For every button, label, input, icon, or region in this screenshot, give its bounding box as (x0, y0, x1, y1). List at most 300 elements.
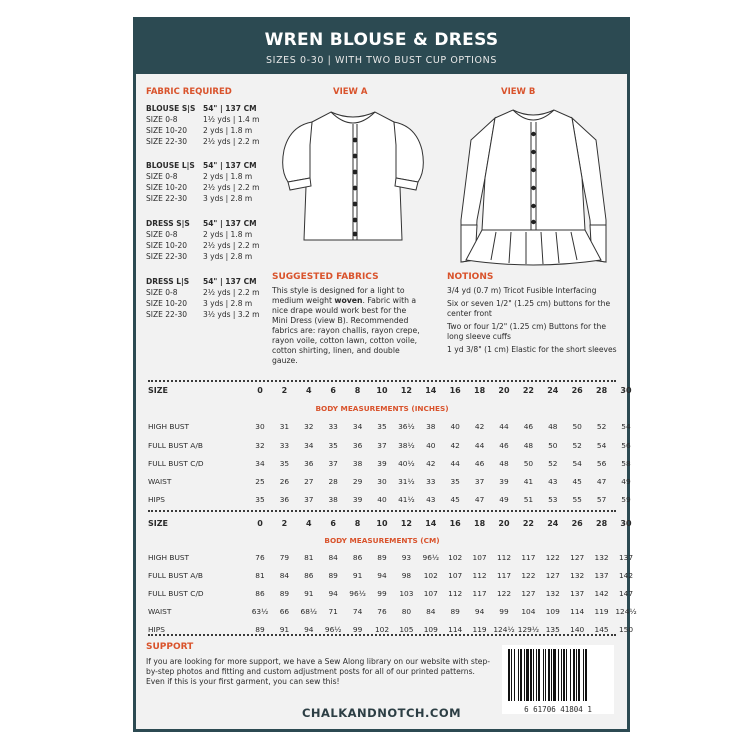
barcode-bar (551, 649, 552, 701)
measurement-cell: 40½ (398, 459, 415, 468)
fabric-group-name: BLOUSE L|S (146, 161, 195, 170)
measurement-table-title: BODY MEASUREMENTS (INCHES) (315, 404, 449, 413)
barcode-bar (536, 649, 537, 701)
suggested-text-part: This style is designed for a light to medium weight (272, 286, 405, 305)
size-header-cell: 8 (354, 386, 361, 395)
measurement-cell: 137 (594, 571, 609, 580)
measurement-cell: 109 (423, 625, 438, 634)
measurement-cell: 89 (255, 625, 265, 634)
measurement-cell: 114 (448, 625, 463, 634)
measurement-cell: 91 (352, 571, 363, 580)
measurement-cell: 76 (255, 553, 265, 562)
size-header-cell: 6 (330, 386, 336, 395)
measurement-cell: 36 (352, 441, 363, 450)
measurement-cell: 94 (328, 589, 338, 598)
measurement-row (148, 589, 634, 603)
measurement-cell: 52 (572, 441, 582, 450)
header-banner (136, 20, 627, 74)
measurement-cell: 74 (352, 607, 363, 616)
fabric-row (146, 193, 259, 204)
fabric-row (146, 251, 259, 262)
notion-item: 1 yd 3/8" (1 cm) Elastic for the short sleeves (447, 345, 617, 354)
measurement-cell: 48 (548, 422, 558, 431)
size-header-cell: 26 (571, 519, 583, 528)
notions-list (447, 286, 619, 358)
measurement-cell: 66 (279, 607, 290, 616)
measurement-cell: 56 (596, 459, 607, 468)
measurements-inches-table (148, 386, 632, 506)
measurement-cell: 84 (426, 607, 436, 616)
measurement-cell: 142 (594, 589, 609, 598)
barcode-bar (566, 649, 567, 701)
fabric-size-range: SIZE 22-30 (146, 252, 188, 261)
measurement-cell: 33 (328, 422, 338, 431)
barcode-bar (558, 649, 559, 701)
measurement-cell: 53 (548, 495, 558, 504)
measurement-cell: 42 (450, 441, 460, 450)
fabric-group (146, 103, 259, 147)
barcode-bar (518, 649, 519, 701)
barcode-bar (514, 649, 515, 701)
fabric-row (146, 240, 259, 251)
measurement-cell: 71 (328, 607, 338, 616)
fabric-size-range: SIZE 10-20 (146, 299, 188, 308)
measurement-cell: 124½ (615, 607, 637, 616)
measurement-cell: 46 (499, 441, 509, 450)
measurement-cell: 58 (621, 459, 631, 468)
measurement-cell: 36½ (398, 422, 415, 431)
measurement-cell: 102 (374, 625, 390, 634)
measurement-cell: 107 (448, 571, 463, 580)
size-header-cell: 16 (449, 519, 461, 528)
measurement-cell: 38½ (398, 441, 415, 450)
measurement-cell: 48 (523, 441, 534, 450)
pattern-subtitle: SIZES 0-30 | WITH TWO BUST CUP OPTIONS (266, 55, 497, 66)
measurement-label: HIPS (148, 625, 165, 634)
measurement-cell: 55 (572, 495, 582, 504)
size-header-cell: 6 (330, 519, 336, 528)
measurement-label: FULL BUST C/D (148, 459, 204, 468)
fabric-yardage: 3 yds | 2.8 m (203, 194, 253, 203)
measurement-cell: 112 (496, 553, 512, 562)
measurement-row (148, 607, 637, 621)
measurement-cell: 38 (352, 459, 363, 468)
measurement-label: FULL BUST A/B (148, 441, 203, 450)
measurement-cell: 96½ (422, 553, 440, 562)
fabric-yardage: 2 yds | 1.8 m (203, 230, 253, 239)
measurement-cell: 44 (450, 459, 460, 468)
view-a-blouse-illustration (276, 100, 431, 250)
measurement-cell: 35 (328, 441, 338, 450)
measurement-cell: 42 (474, 422, 485, 431)
measurement-cell: 81 (255, 571, 265, 580)
measurement-cell: 46 (523, 422, 534, 431)
measurement-cell: 107 (423, 589, 438, 598)
measurement-label: FULL BUST A/B (148, 571, 203, 580)
fabric-group-name: DRESS L|S (146, 277, 190, 286)
measurement-cell: 27 (304, 477, 314, 486)
measurement-cell: 81 (304, 553, 314, 562)
support-heading: SUPPORT (146, 642, 194, 652)
size-header-cell: 22 (522, 519, 534, 528)
measurement-cell: 37 (474, 477, 485, 486)
size-header-cell: 8 (354, 519, 361, 528)
measurement-cell: 68½ (300, 607, 318, 616)
measurement-cell: 38 (426, 422, 436, 431)
size-header-row (148, 386, 632, 400)
size-header-cell: 0 (257, 386, 263, 395)
fabric-row (146, 136, 259, 147)
barcode-bar (585, 649, 587, 701)
barcode-bar (511, 649, 512, 701)
size-label: SIZE (148, 386, 169, 395)
size-header-cell: 2 (281, 386, 288, 395)
measurement-cell: 122 (521, 571, 536, 580)
fabric-yardage: 1½ yds | 1.4 m (203, 115, 260, 124)
barcode-bar (526, 649, 529, 701)
measurement-cell: 39 (499, 477, 509, 486)
measurement-cell: 132 (545, 589, 560, 598)
fabric-yardage: 3 yds | 2.8 m (203, 299, 253, 308)
measurement-cell: 39 (352, 495, 363, 504)
fabric-yardage: 2½ yds | 2.2 m (203, 288, 260, 297)
barcode-bar (538, 649, 540, 701)
fabric-yardage: 3½ yds | 3.2 m (203, 310, 260, 319)
measurement-table-title: BODY MEASUREMENTS (CM) (324, 536, 440, 545)
size-header-cell: 18 (474, 386, 486, 395)
measurement-cell: 129½ (517, 625, 540, 634)
fabric-row (146, 125, 259, 136)
website-url[interactable]: CHALKANDNOTCH.COM (301, 706, 462, 720)
measurement-cell: 36 (304, 459, 314, 468)
notion-item: 3/4 yd (0.7 m) Tricot Fusible Interfacing (447, 286, 597, 295)
measurement-cell: 32 (304, 422, 314, 431)
measurement-cell: 86 (255, 589, 265, 598)
barcode-bars (502, 645, 614, 703)
measurement-cell: 41 (523, 477, 534, 486)
measurement-cell: 50 (523, 459, 534, 468)
measurement-cell: 40 (450, 422, 460, 431)
measurement-row (148, 422, 631, 436)
measurement-cell: 35 (279, 459, 290, 468)
barcode-bar (533, 649, 534, 701)
suggested-text-part: . Fabric with a nice drape would work best for the Mini Dress (view B). Recommended fabrics are: rayon challis, rayon crepe, rayon voile, cotton lawn, cotton voile, cotton shirting, linen, and double gauze. (272, 296, 420, 365)
measurement-cell: 89 (328, 571, 338, 580)
measurement-cell: 35 (255, 495, 265, 504)
measurement-cell: 46 (474, 459, 485, 468)
fabric-yardage: 2½ yds | 2.2 m (203, 183, 260, 192)
suggested-fabrics-heading: SUGGESTED FABRICS (272, 272, 379, 282)
measurement-cell: 54 (572, 459, 582, 468)
fabric-yardage: 2 yds | 1.8 m (203, 126, 253, 135)
measurement-cell: 45 (450, 495, 460, 504)
fabric-row (146, 171, 259, 182)
measurement-cell: 44 (499, 422, 509, 431)
measurement-row (148, 571, 634, 585)
fabric-row (146, 182, 259, 193)
measurement-cell: 30 (377, 477, 387, 486)
barcode-bar (543, 649, 544, 701)
measurement-cell: 59 (621, 495, 631, 504)
measurement-cell: 50 (548, 441, 558, 450)
measurement-cell: 40 (426, 441, 436, 450)
fabric-group (146, 160, 259, 204)
measurement-cell: 25 (255, 477, 265, 486)
measurement-cell: 127 (570, 553, 585, 562)
measurement-cell: 127 (545, 571, 560, 580)
measurement-row (148, 441, 631, 455)
measurement-cell: 36 (279, 495, 290, 504)
measurement-cell: 84 (279, 571, 290, 580)
support-text: If you are looking for more support, we have a Sew Along library on our website with step-by-step photos and fitting and custom adjustment posts for all of our printed patterns. Even if this is your first garment, you can sew this! (146, 657, 491, 686)
barcode (502, 645, 614, 714)
fabric-size-range: SIZE 22-30 (146, 310, 188, 319)
fabric-yardage: 2½ yds | 2.2 m (203, 241, 260, 250)
measurement-cell: 54 (596, 441, 607, 450)
measurement-row (148, 459, 631, 473)
measurement-cell: 91 (279, 625, 290, 634)
size-header-cell: 22 (522, 386, 534, 395)
suggested-text-bold: woven (334, 296, 363, 305)
size-header-cell: 16 (449, 386, 461, 395)
measurement-row (148, 477, 631, 491)
measurement-cell: 63½ (251, 607, 269, 616)
barcode-digits: 6 61706 41804 1 (524, 705, 592, 714)
measurement-cell: 102 (448, 553, 463, 562)
measurement-cell: 109 (545, 607, 560, 616)
measurement-cell: 45 (572, 477, 582, 486)
measurement-cell: 99 (352, 625, 363, 634)
measurement-cell: 80 (401, 607, 412, 616)
measurement-cell: 84 (328, 553, 338, 562)
measurement-cell: 49 (621, 477, 631, 486)
fabric-size-range: SIZE 0-8 (146, 172, 178, 181)
measurement-cell: 105 (399, 625, 414, 634)
measurement-cell: 89 (279, 589, 290, 598)
measurement-cell: 122 (545, 553, 560, 562)
dotted-divider (148, 380, 616, 382)
size-header-cell: 2 (281, 519, 288, 528)
measurement-cell: 137 (570, 589, 585, 598)
size-header-cell: 0 (257, 519, 263, 528)
barcode-bar (576, 649, 577, 701)
fabric-group-header (146, 276, 259, 287)
measurement-cell: 43 (426, 495, 436, 504)
measurement-cell: 28 (328, 477, 338, 486)
fabric-yardage: 2 yds | 1.8 m (203, 172, 253, 181)
measurement-row (148, 495, 631, 509)
measurement-cell: 89 (450, 607, 460, 616)
measurement-cell: 52 (548, 459, 558, 468)
fabric-size-range: SIZE 0-8 (146, 230, 178, 239)
measurement-cell: 89 (377, 553, 387, 562)
measurement-cell: 117 (521, 553, 536, 562)
dotted-divider (148, 510, 616, 512)
fabric-size-range: SIZE 0-8 (146, 288, 178, 297)
measurement-cell: 44 (474, 441, 485, 450)
size-header-cell: 4 (306, 519, 312, 528)
measurement-cell: 102 (423, 571, 438, 580)
measurement-cell: 124½ (493, 625, 515, 634)
size-header-cell: 24 (547, 519, 559, 528)
measurement-cell: 107 (472, 553, 487, 562)
measurement-cell: 42 (426, 459, 436, 468)
fabric-width: 54" | 137 CM (203, 104, 257, 113)
measurement-cell: 93 (401, 553, 412, 562)
fabric-row (146, 114, 259, 125)
measurement-cell: 119 (472, 625, 487, 634)
notion-item: Six or seven 1/2" (1.25 cm) buttons for the center front (447, 299, 611, 318)
measurement-cell: 132 (594, 553, 609, 562)
fabric-size-range: SIZE 10-20 (146, 126, 188, 135)
measurement-cell: 31 (279, 422, 290, 431)
fabric-row (146, 309, 259, 320)
measurement-cell: 34 (304, 441, 314, 450)
pattern-back-card (133, 17, 637, 732)
measurement-label: WAIST (148, 477, 172, 486)
measurement-cell: 41½ (398, 495, 415, 504)
measurement-cell: 51 (523, 495, 534, 504)
size-label: SIZE (148, 519, 169, 528)
fabric-yardage: 3 yds | 2.8 m (203, 252, 253, 261)
measurement-cell: 132 (570, 571, 585, 580)
measurement-cell: 94 (377, 571, 387, 580)
measurement-cell: 99 (377, 589, 387, 598)
barcode-bar (530, 649, 532, 701)
measurement-cell: 39 (377, 459, 387, 468)
measurement-cell: 30 (255, 422, 265, 431)
measurement-cell: 135 (545, 625, 560, 634)
measurement-cell: 99 (499, 607, 509, 616)
measurement-cell: 147 (618, 589, 634, 598)
measurement-cell: 122 (496, 589, 512, 598)
barcode-bar (520, 649, 522, 701)
measurement-row (148, 625, 634, 639)
fabric-group-name: BLOUSE S|S (146, 104, 196, 113)
measurement-cell: 34 (352, 422, 363, 431)
fabric-size-range: SIZE 10-20 (146, 241, 188, 250)
measurement-cell: 86 (304, 571, 314, 580)
measurement-cell: 52 (596, 422, 607, 431)
measurement-cell: 50 (572, 422, 582, 431)
size-header-row (148, 519, 632, 533)
size-header-cell: 10 (376, 386, 388, 395)
measurement-cell: 137 (618, 553, 634, 562)
measurement-cell: 150 (618, 625, 634, 634)
fabric-group (146, 276, 259, 320)
measurement-cell: 140 (570, 625, 585, 634)
size-header-cell: 26 (571, 386, 583, 395)
measurement-cell: 37 (377, 441, 387, 450)
fabric-size-range: SIZE 22-30 (146, 194, 188, 203)
fabric-row (146, 298, 259, 309)
measurement-cell: 57 (596, 495, 607, 504)
measurement-cell: 54 (621, 422, 631, 431)
measurement-cell: 76 (377, 607, 387, 616)
measurement-cell: 43 (548, 477, 558, 486)
measurement-cell: 103 (399, 589, 414, 598)
fabric-group-header (146, 218, 259, 229)
size-header-cell: 4 (306, 386, 312, 395)
measurement-cell: 33 (279, 441, 290, 450)
measurement-cell: 31½ (398, 477, 415, 486)
measurement-cell: 91 (304, 589, 314, 598)
measurement-row (148, 553, 634, 567)
measurement-cell: 79 (279, 553, 290, 562)
fabric-yardage: 2½ yds | 2.2 m (203, 137, 260, 146)
measurement-cell: 142 (618, 571, 634, 580)
measurement-cell: 127 (521, 589, 536, 598)
size-header-cell: 14 (425, 519, 437, 528)
measurement-cell: 35 (377, 422, 387, 431)
suggested-fabrics-text (272, 286, 422, 366)
measurement-cell: 117 (496, 571, 512, 580)
measurement-cell: 47 (596, 477, 607, 486)
measurement-cell: 96½ (349, 589, 366, 598)
size-header-cell: 24 (547, 386, 559, 395)
fabric-group-name: DRESS S|S (146, 219, 190, 228)
measurement-cell: 40 (377, 495, 387, 504)
barcode-bar (561, 649, 562, 701)
measurement-cell: 37 (304, 495, 314, 504)
barcode-bar (524, 649, 525, 701)
measurement-cell: 49 (499, 495, 509, 504)
measurement-cell: 98 (401, 571, 412, 580)
barcode-bar (545, 649, 546, 701)
measurement-cell: 112 (448, 589, 463, 598)
notions-heading: NOTIONS (447, 272, 494, 282)
fabric-size-range: SIZE 10-20 (146, 183, 188, 192)
fabric-width: 54" | 137 CM (203, 219, 257, 228)
fabric-size-range: SIZE 22-30 (146, 137, 188, 146)
view-b-dress-illustration (451, 100, 616, 265)
measurement-label: FULL BUST C/D (148, 589, 204, 598)
size-header-cell: 30 (620, 519, 632, 528)
size-header-cell: 12 (400, 386, 412, 395)
fabric-row (146, 229, 259, 240)
measurement-cell: 114 (570, 607, 585, 616)
size-header-cell: 20 (498, 519, 510, 528)
measurement-cell: 86 (352, 553, 363, 562)
measurement-cell: 38 (328, 495, 338, 504)
fabric-row (146, 287, 259, 298)
size-header-cell: 30 (620, 386, 632, 395)
size-header-cell: 12 (400, 519, 412, 528)
barcode-bar (583, 649, 584, 701)
view-a-label: VIEW A (333, 87, 368, 97)
dotted-divider (148, 634, 616, 636)
measurement-cell: 37 (328, 459, 338, 468)
measurement-cell: 32 (255, 441, 265, 450)
measurement-cell: 34 (255, 459, 265, 468)
fabric-size-range: SIZE 0-8 (146, 115, 178, 124)
barcode-bar (508, 649, 510, 701)
fabric-required-heading: FABRIC REQUIRED (146, 87, 232, 97)
notion-item: Two or four 1/2" (1.25 cm) Buttons for the long sleeve cuffs (447, 322, 606, 341)
measurement-label: WAIST (148, 607, 172, 616)
fabric-width: 54" | 137 CM (203, 277, 257, 286)
size-header-cell: 28 (596, 386, 608, 395)
measurement-label: HIPS (148, 495, 165, 504)
fabric-group-header (146, 160, 259, 171)
fabric-group (146, 218, 259, 262)
measurement-cell: 48 (499, 459, 509, 468)
measurement-cell: 96½ (324, 625, 342, 634)
barcode-bar (553, 649, 556, 701)
measurement-cell: 112 (472, 571, 487, 580)
measurement-cell: 145 (594, 625, 609, 634)
size-header-cell: 14 (425, 386, 437, 395)
